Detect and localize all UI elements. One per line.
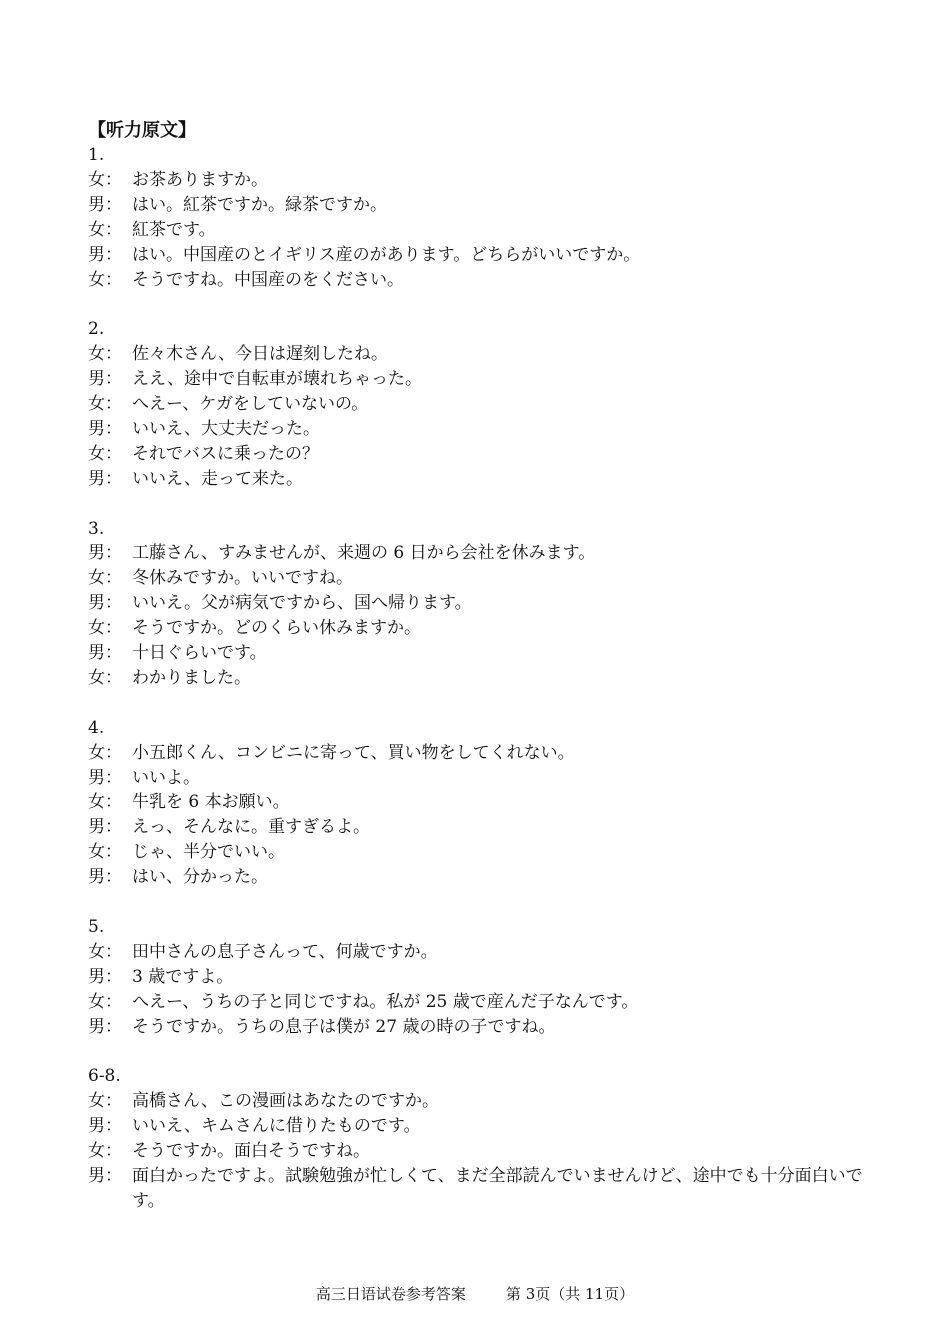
dialogue-section xyxy=(88,716,878,890)
line-text: 面白かったですよ。試験勉強が忙しくて、まだ全部読んでいませんけど、途中でも十分面白いです。 xyxy=(132,1165,863,1211)
speaker-label: 男： xyxy=(88,244,122,265)
dialogue-line xyxy=(88,442,878,467)
speaker-label: 女： xyxy=(88,169,122,190)
speaker-label: 女： xyxy=(88,344,122,365)
speaker-label: 男： xyxy=(88,643,122,664)
speaker-label: 女： xyxy=(88,792,122,813)
line-text: 冬休みですか。いいですね。 xyxy=(132,568,353,589)
line-text: 佐々木さん、今日は遅刻したね。 xyxy=(132,344,389,365)
line-text: そうですか。面白そうですね。 xyxy=(132,1141,370,1162)
speaker-label: 女： xyxy=(88,269,122,290)
question-number: 5. xyxy=(88,916,105,937)
page-footer xyxy=(0,1283,950,1304)
line-text: いいえ、走って来た。 xyxy=(132,468,304,489)
line-text: はい、分かった。 xyxy=(132,867,268,888)
line-text: 牛乳を 6 本お願い。 xyxy=(132,792,290,813)
speaker-label: 男： xyxy=(88,1016,122,1037)
line-text: いいよ。 xyxy=(132,767,200,788)
line-text: 十日ぐらいです。 xyxy=(132,643,267,664)
speaker-label: 女： xyxy=(88,618,122,639)
dialogue-line xyxy=(88,990,878,1015)
dialogue-line xyxy=(88,965,878,990)
transcript xyxy=(88,118,878,1239)
dialogue-line xyxy=(88,1015,878,1040)
speaker-label: 男： xyxy=(88,593,122,614)
line-text: いいえ。父が病気ですから、国へ帰ります。 xyxy=(132,593,472,614)
dialogue-line xyxy=(88,218,878,243)
line-text: わかりました。 xyxy=(132,667,251,688)
dialogue-line xyxy=(88,616,878,641)
line-text: 3 歳ですよ。 xyxy=(132,966,234,987)
speaker-label: 女： xyxy=(88,568,122,589)
dialogue-line xyxy=(88,193,878,218)
speaker-label: 女： xyxy=(88,667,122,688)
question-number: 1. xyxy=(88,145,105,165)
dialogue-line xyxy=(88,566,878,591)
speaker-label: 女： xyxy=(88,1091,122,1112)
dialogue-line xyxy=(88,541,878,566)
speaker-label: 女： xyxy=(88,941,122,962)
dialogue-line xyxy=(88,591,878,616)
dialogue-section xyxy=(88,1064,878,1213)
dialogue-line xyxy=(88,840,878,865)
dialogue-section xyxy=(88,317,878,491)
line-text: じゃ、半分でいい。 xyxy=(132,842,285,863)
line-text: はい。紅茶ですか。緑茶ですか。 xyxy=(132,194,387,215)
dialogue-line xyxy=(88,790,878,815)
dialogue-section xyxy=(88,915,878,1040)
line-text: へえー、ケガをしていないの。 xyxy=(132,394,369,415)
dialogue-section xyxy=(88,143,878,292)
dialogue-line xyxy=(88,940,878,965)
dialogue-line xyxy=(88,865,878,890)
line-text: お茶ありますか。 xyxy=(132,169,268,190)
dialogue-list xyxy=(88,143,878,1214)
line-text: はい。中国産のとイギリス産のがあります。どちらがいいですか。 xyxy=(132,244,641,265)
line-text: 工藤さん、すみませんが、来週の 6 日から会社を休みます。 xyxy=(132,543,596,564)
line-text: いいえ、大丈夫だった。 xyxy=(132,418,321,439)
dialogue-line xyxy=(88,417,878,442)
dialogue-line xyxy=(88,815,878,840)
dialogue-line xyxy=(88,1089,878,1114)
line-text: いいえ、キムさんに借りたものです。 xyxy=(132,1116,421,1137)
speaker-label: 女： xyxy=(88,991,122,1012)
speaker-label: 女： xyxy=(88,1141,122,1162)
speaker-label: 女： xyxy=(88,443,122,464)
line-text: ええ、途中で自転車が壊れちゃった。 xyxy=(132,369,423,390)
line-text: 高橋さん、この漫画はあなたのですか。 xyxy=(132,1091,440,1112)
speaker-label: 男： xyxy=(88,543,122,564)
page-number: 第 3页（共 11页） xyxy=(505,1285,635,1303)
dialogue-line xyxy=(88,243,878,268)
line-text: それでバスに乗ったの？ xyxy=(132,443,319,464)
dialogue-line xyxy=(88,342,878,367)
speaker-label: 女： xyxy=(88,842,122,863)
speaker-label: 男： xyxy=(88,194,122,215)
dialogue-line xyxy=(88,467,878,492)
dialogue-section xyxy=(88,517,878,691)
line-text: 小五郎くん、コンビニに寄って、買い物をしてくれない。 xyxy=(132,742,575,763)
line-text: そうですか。うちの息子は僕が 27 歳の時の子ですね。 xyxy=(132,1016,556,1037)
speaker-label: 男： xyxy=(88,767,122,788)
line-text: 田中さんの息子さんって、何歳ですか。 xyxy=(132,941,438,962)
speaker-label: 男： xyxy=(88,817,122,838)
speaker-label: 男： xyxy=(88,369,122,390)
dialogue-line xyxy=(88,392,878,417)
dialogue-line xyxy=(88,168,878,193)
speaker-label: 女： xyxy=(88,394,122,415)
speaker-label: 男： xyxy=(88,867,122,888)
speaker-label: 男： xyxy=(88,468,122,489)
question-number: 4. xyxy=(88,717,105,738)
speaker-label: 男： xyxy=(88,1116,122,1137)
dialogue-line xyxy=(88,641,878,666)
dialogue-line xyxy=(88,268,878,293)
line-text: そうですか。どのくらい休みますか。 xyxy=(132,618,421,639)
dialogue-line xyxy=(88,766,878,791)
question-number: 3. xyxy=(88,518,105,539)
speaker-label: 男： xyxy=(88,418,122,439)
dialogue-line xyxy=(88,666,878,691)
speaker-label: 女： xyxy=(88,742,122,763)
speaker-label: 女： xyxy=(88,219,122,240)
line-text: へえー、うちの子と同じですね。私が 25 歳で産んだ子なんです。 xyxy=(132,991,639,1012)
dialogue-line xyxy=(88,367,878,392)
question-number: 2. xyxy=(88,319,105,340)
footer-title: 高三日语试卷参考答案 xyxy=(315,1285,466,1303)
dialogue-line xyxy=(88,741,878,766)
question-number: 6-8. xyxy=(88,1066,121,1087)
line-text: えっ、そんなに。重すぎるよ。 xyxy=(132,817,370,838)
section-heading: 【听力原文】 xyxy=(88,120,196,141)
dialogue-line xyxy=(88,1114,878,1139)
line-text: 紅茶です。 xyxy=(132,219,216,240)
dialogue-line xyxy=(88,1164,878,1214)
speaker-label: 男： xyxy=(88,1165,122,1186)
line-text: そうですね。中国産のをください。 xyxy=(132,269,404,290)
dialogue-line xyxy=(88,1139,878,1164)
speaker-label: 男： xyxy=(88,966,122,987)
